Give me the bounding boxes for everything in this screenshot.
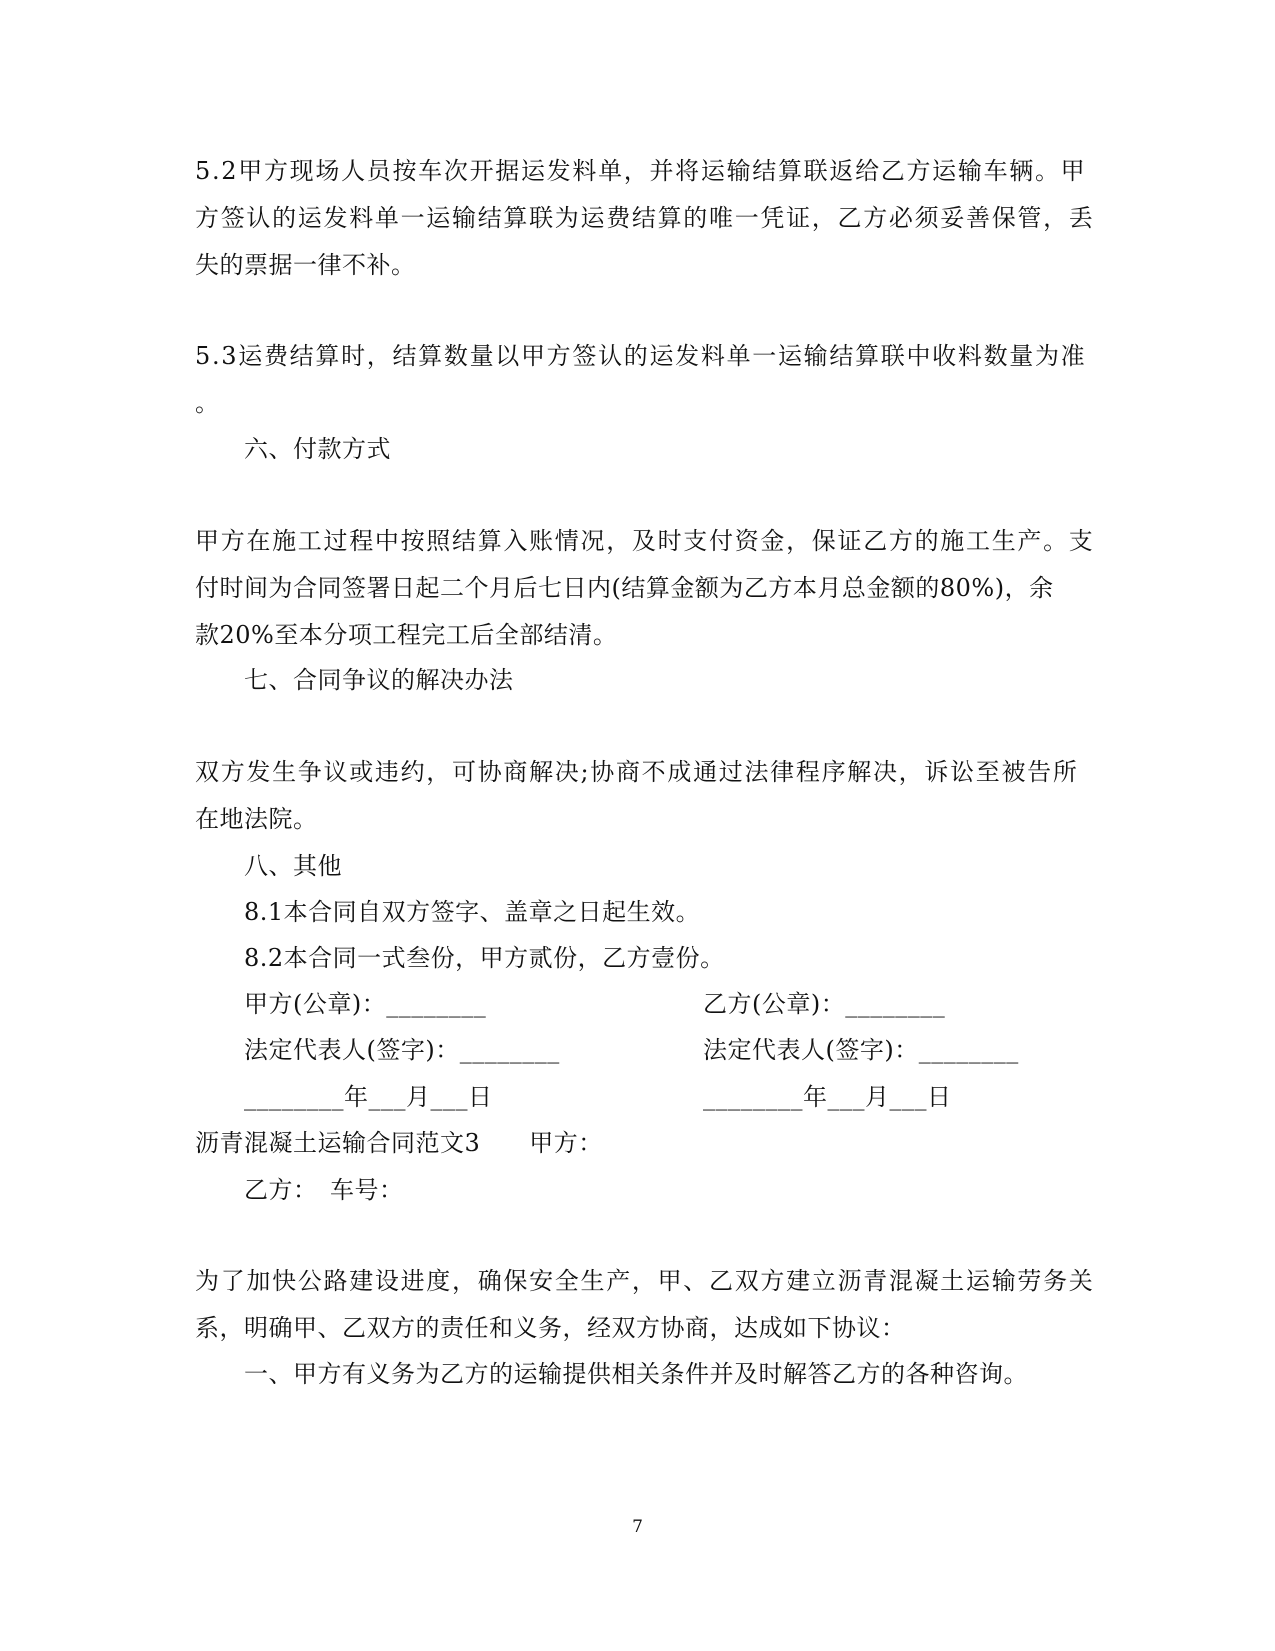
section-6-para-line-2: 付时间为合同签署日起二个月后七日内(结算金额为乙方本月总金额的80%)，余 bbox=[195, 574, 1054, 602]
clause-5-3-line-1: 5.3运费结算时，结算数量以甲方签认的运发料单一运输结算联中收料数量为准 bbox=[195, 342, 1087, 370]
party-b-date-line: ________年___月___日 bbox=[703, 1083, 952, 1111]
party-a-date-line: ________年___月___日 bbox=[244, 1083, 493, 1111]
clause-5-2-line-3: 失的票据一律不补。 bbox=[195, 251, 416, 279]
article-1: 一、甲方有义务为乙方的运输提供相关条件并及时解答乙方的各种咨询。 bbox=[244, 1360, 1028, 1388]
section-7-heading: 七、合同争议的解决办法 bbox=[244, 666, 514, 694]
party-b-vehicle-line: 乙方： 车号： bbox=[244, 1176, 404, 1204]
section-6-heading: 六、付款方式 bbox=[244, 435, 391, 463]
section-7-para-line-2: 在地法院。 bbox=[195, 805, 318, 833]
intro-para-line-2: 系，明确甲、乙双方的责任和义务，经双方协商，达成如下协议： bbox=[195, 1314, 906, 1342]
contract-3-title: 沥青混凝土运输合同范文3 甲方： bbox=[195, 1129, 603, 1157]
clause-5-3-line-2: 。 bbox=[195, 389, 220, 417]
party-b-seal-line: 乙方(公章)：________ bbox=[703, 990, 946, 1018]
section-7-para-line-1: 双方发生争议或违约，可协商解决;协商不成通过法律程序解决，诉讼至被告所 bbox=[195, 758, 1079, 786]
section-6-para-line-3: 款20%至本分项工程完工后全部结清。 bbox=[195, 621, 618, 649]
clause-5-2-line-2: 方签认的运发料单一运输结算联为运费结算的唯一凭证，乙方必须妥善保管，丢 bbox=[195, 204, 1095, 232]
party-a-seal-line: 甲方(公章)：________ bbox=[244, 990, 487, 1018]
clause-8-2: 8.2本合同一式叁份，甲方贰份，乙方壹份。 bbox=[244, 944, 725, 972]
party-a-rep-line: 法定代表人(签字)：________ bbox=[244, 1036, 560, 1064]
section-8-heading: 八、其他 bbox=[244, 852, 342, 880]
page-number: 7 bbox=[632, 1517, 643, 1537]
clause-8-1: 8.1本合同自双方签字、盖章之日起生效。 bbox=[244, 898, 701, 926]
section-6-para-line-1: 甲方在施工过程中按照结算入账情况，及时支付资金，保证乙方的施工生产。支 bbox=[195, 527, 1095, 555]
party-b-rep-line: 法定代表人(签字)：________ bbox=[703, 1036, 1019, 1064]
intro-para-line-1: 为了加快公路建设进度，确保安全生产，甲、乙双方建立沥青混凝土运输劳务关 bbox=[195, 1267, 1095, 1295]
clause-5-2-line-1: 5.2甲方现场人员按车次开据运发料单，并将运输结算联返给乙方运输车辆。甲 bbox=[195, 157, 1087, 185]
